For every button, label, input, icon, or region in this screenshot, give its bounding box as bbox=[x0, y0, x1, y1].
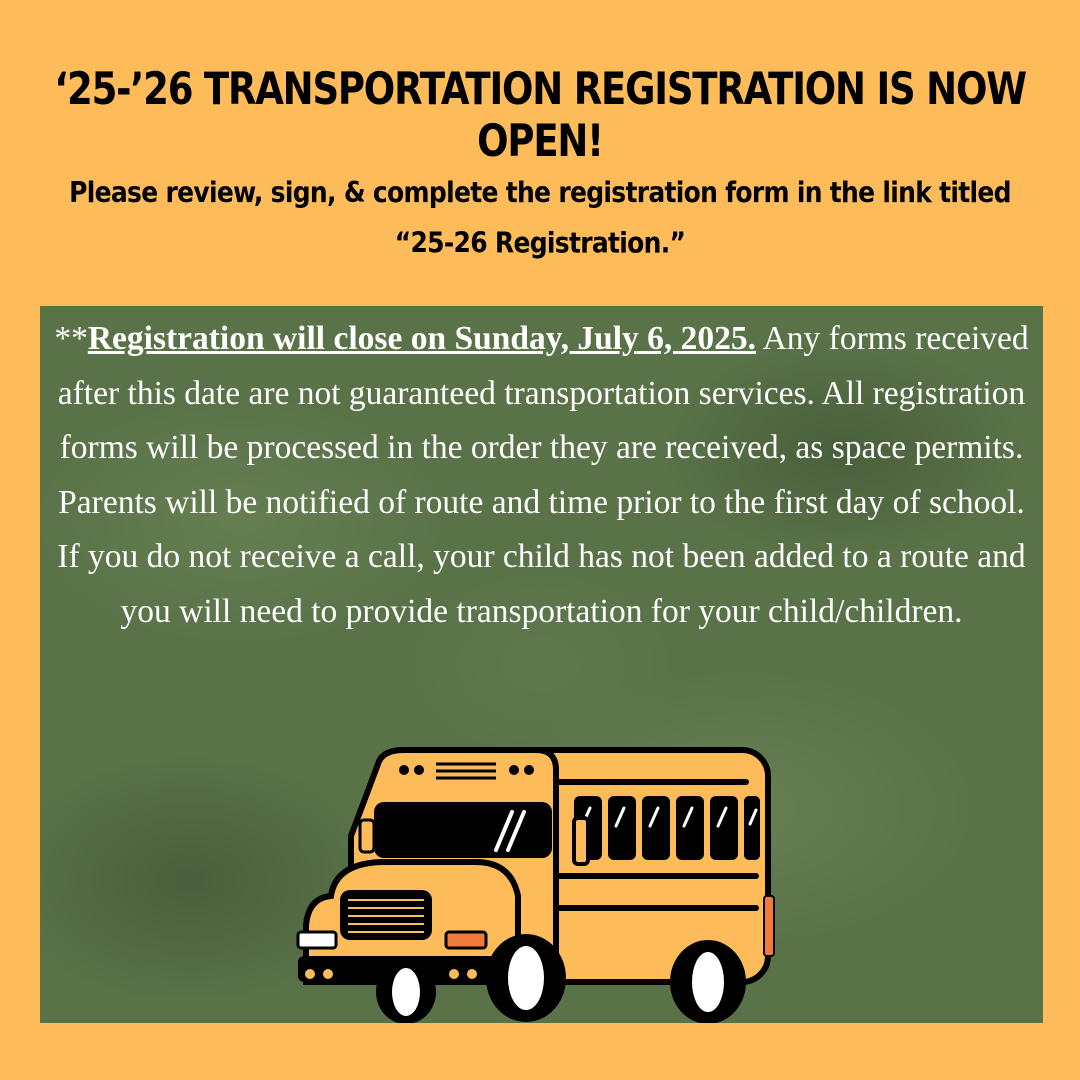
registration-notice bbox=[50, 312, 1033, 639]
chalkboard-panel bbox=[40, 306, 1043, 1023]
instructions-text bbox=[30, 167, 1050, 268]
instructions-line-2: “25-26 Registration.” bbox=[394, 226, 686, 260]
page-title: ‘25-’26 TRANSPORTATION REGISTRATION IS NOW OPEN! bbox=[54, 63, 1026, 167]
deadline-text: Registration will close on Sunday, July 6, 2025. bbox=[87, 320, 757, 357]
school-bus-icon bbox=[256, 746, 776, 1023]
notice-prefix: ** bbox=[54, 320, 88, 357]
notice-body: Any forms received after this date are not guaranteed transportation services. All registration forms will be processed in the order they are received, as space permits. Parents will be notified of route and time prior to the first day of school. If you do not receive a call, your child has not been added to a route and you will need to provide transportation for your child/children. bbox=[57, 320, 1029, 630]
instructions-line-1: Please review, sign, & complete the registration form in the link titled bbox=[69, 175, 1011, 209]
